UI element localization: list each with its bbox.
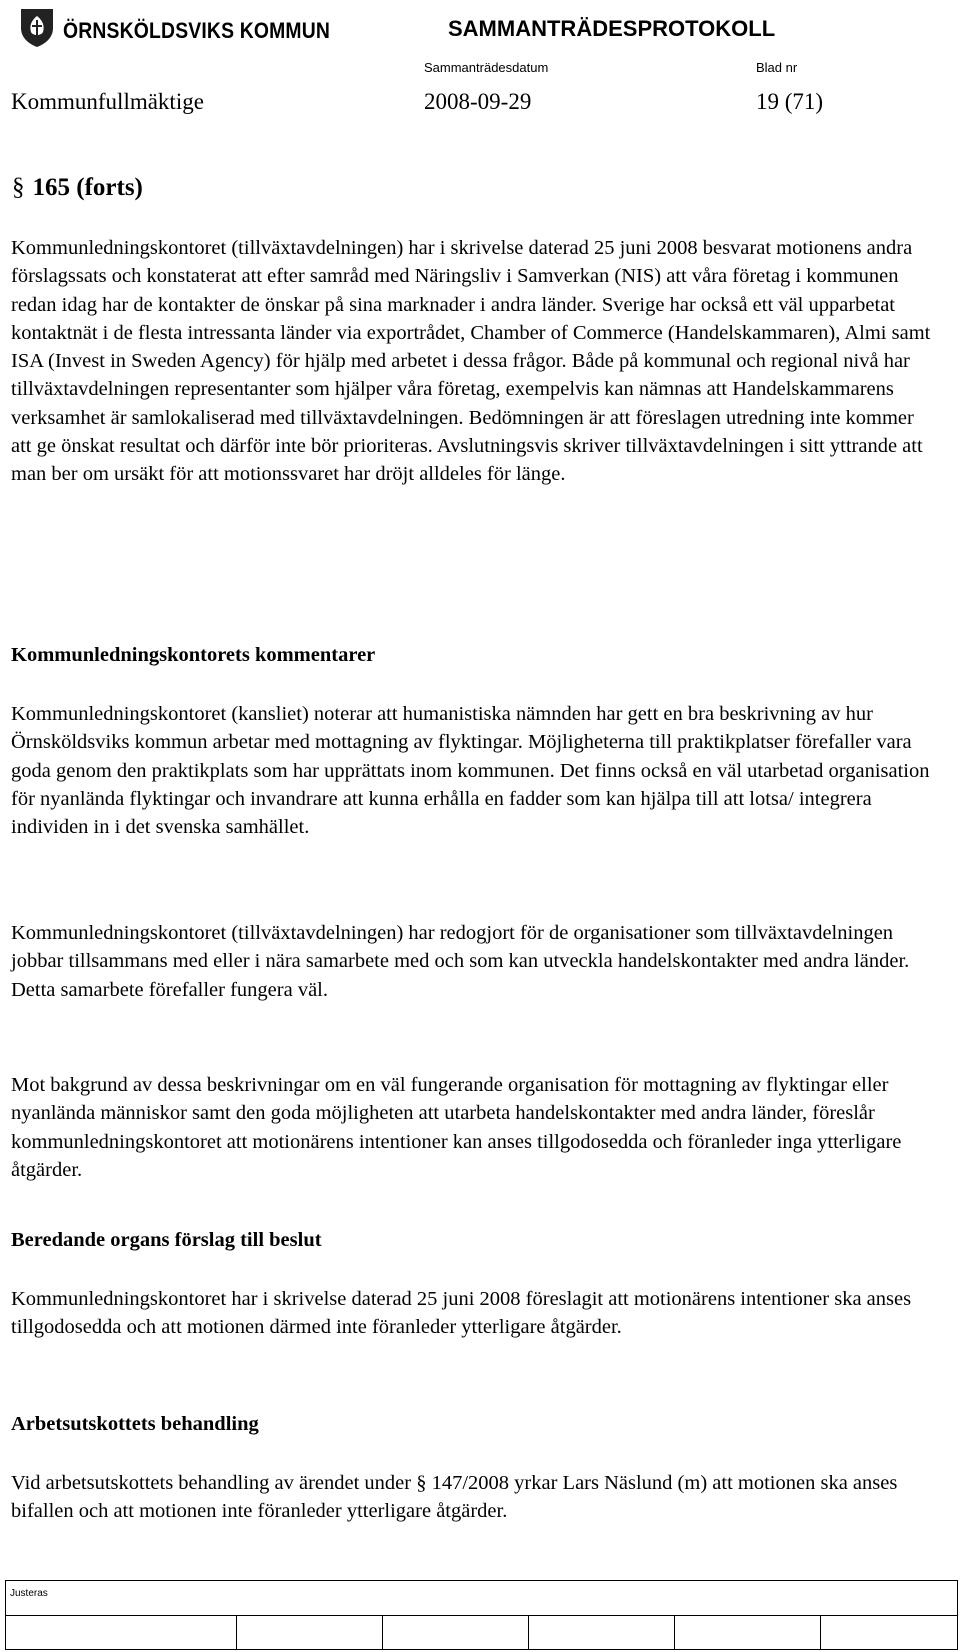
signature-cell	[821, 1615, 958, 1650]
paragraph-text: Kommunledningskontoret (tillväxtavdelningen) har i skrivelse daterad 25 juni 2008 besvarat motionens andra förslagssats och konstaterat att efter samråd med Näringsliv i Samverkan (NIS) att våra företag i kommunen redan idag har de kontakter de önskar på sina marknader i andra länder. Sverige har också ett väl upparbetat kontaktnät i de flesta intressanta länder via exportrådet, Chamber of Commerce (Handelskammaren), Almi samt ISA (Invest in Sweden Agency) för hjälp med arbetet i dessa frågor. Både på kommunal och regional nivå har tillväxtavdelningen representanter som hjälper våra företag, exempelvis kan nämnas att Handelskammarens verksamhet är samlokaliserad med tillväxtavdelningen. Bedömningen är att föreslagen utredning inte kommer att ge önskat resultat och därför inte bör prioriteras. Avslutningsvis skriver tillväxtavdelningen i sitt yttrande att man ber om ursäkt för att motionssvaret har dröjt alldeles för länge.	[11, 237, 931, 486]
heading-kommentarer	[11, 641, 931, 669]
paragraph-text: Mot bakgrund av dessa beskrivningar om en väl fungerande organisation för mottagning av flyktingar eller nyanlända människor samt den goda möjligheten att utarbeta handelskontakter med andra länder, föreslår kommunledningskontoret att motionärens intentioner kan anses tillgodosedda och föranleder inga ytterligare åtgärder.	[11, 1074, 902, 1181]
section-number: 165 (forts)	[32, 174, 143, 201]
signature-cell	[675, 1615, 821, 1650]
paragraph-text: Kommunledningskontoret (tillväxtavdelningen) har redogjort för de organisationer som tillväxtavdelningen jobbar tillsammans med eller i nära samarbete med och som kan utveckla handelskontakter med andra länder. Detta samarbete förefaller fungera väl.	[11, 922, 910, 1001]
section-heading	[12, 174, 143, 202]
paragraph-5	[11, 1285, 931, 1342]
heading-beredande	[11, 1226, 931, 1254]
paragraph-1	[11, 234, 931, 489]
meeting-date: 2008-09-29	[424, 89, 532, 114]
signature-cell	[529, 1615, 675, 1650]
paragraph-3	[11, 919, 931, 1004]
paragraph-sign: §	[12, 174, 25, 201]
municipality-logo	[18, 6, 331, 50]
signature-cell	[383, 1615, 529, 1650]
heading-text: Beredande organs förslag till beslut	[11, 1229, 322, 1251]
signature-cell	[6, 1615, 237, 1650]
page-number: 19 (71)	[756, 89, 824, 114]
coat-of-arms-icon	[18, 6, 56, 48]
paragraph-4	[11, 1071, 931, 1184]
heading-text: Kommunledningskontorets kommentarer	[11, 644, 376, 666]
signature-cell	[237, 1615, 383, 1650]
paragraph-2	[11, 700, 931, 841]
justeras-cell	[6, 1581, 958, 1616]
paragraph-text: Vid arbetsutskottets behandling av ärendet under § 147/2008 yrkar Lars Näslund (m) att motionen ska anses bifallen och att motionen inte föranleder ytterligare åtgärder.	[11, 1472, 898, 1523]
heading-arbetsutskott	[11, 1410, 931, 1438]
paragraph-text: Kommunledningskontoret har i skrivelse daterad 25 juni 2008 föreslagit att motionärens intentioner ska anses tillgodosedda och att motionen därmed inte föranleder ytterligare åtgärder.	[11, 1288, 912, 1339]
page-label: Blad nr	[756, 60, 798, 75]
document-type-title: SAMMANTRÄDESPROTOKOLL	[448, 16, 776, 41]
justeras-label: Justeras	[10, 1588, 48, 1599]
body-name: Kommunfullmäktige	[11, 89, 204, 114]
logo-text: ÖRNSKÖLDSVIKS KOMMUN	[63, 18, 331, 43]
heading-text: Arbetsutskottets behandling	[11, 1413, 259, 1435]
date-label: Sammanträdesdatum	[424, 60, 549, 75]
paragraph-6	[11, 1469, 931, 1526]
paragraph-text: Kommunledningskontoret (kansliet) noterar att humanistiska nämnden har gett en bra beskrivning av hur Örnsköldsviks kommun arbetar med mottagning av flyktingar. Möjligheterna till praktikplatser förefaller vara goda genom den praktikplats som har upprättats inom kommunen. Det finns också en väl utarbetad organisation för nyanlända flyktingar och invandrare att kunna erhålla en fadder som kan hjälpa till att lotsa/ integrera individen in i det svenska samhället.	[11, 703, 930, 839]
signature-table	[5, 1580, 958, 1650]
